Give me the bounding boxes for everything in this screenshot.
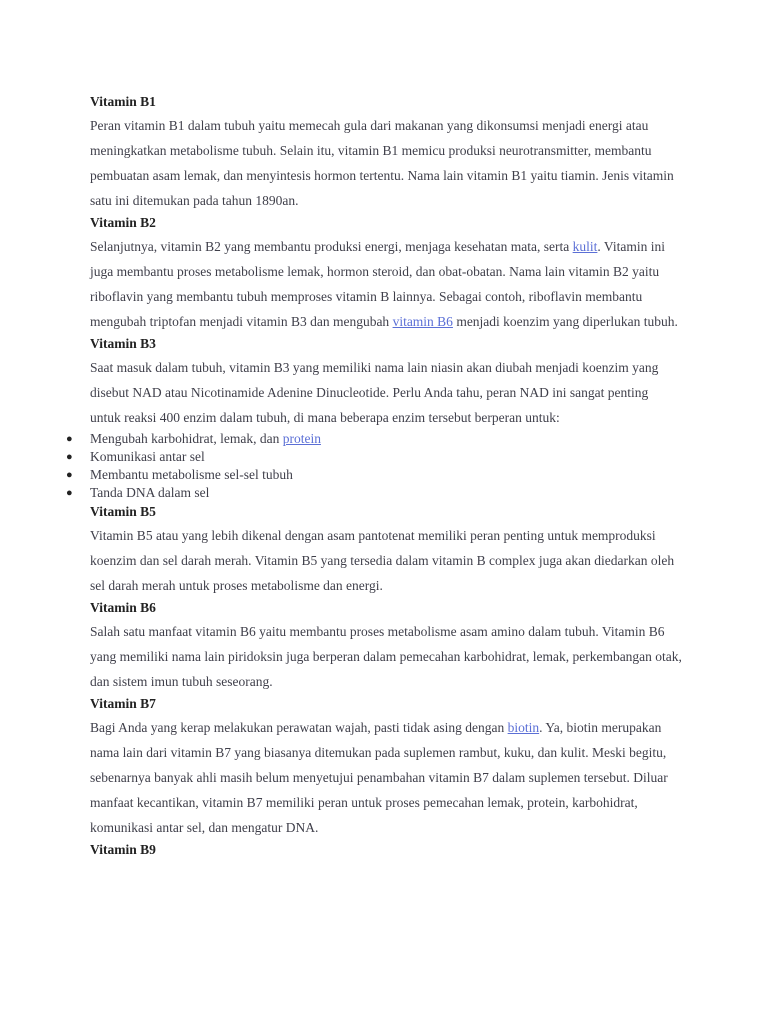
bullet-icon: ●	[66, 451, 73, 463]
heading-vitamin-b9: Vitamin B9	[90, 842, 156, 857]
list-item-text: Komunikasi antar sel	[90, 449, 205, 464]
paragraph-vitamin-b1: Peran vitamin B1 dalam tubuh yaitu memecah gula dari makanan yang dikonsumsi menjadi energi atau meningkatkan metabolisme tubuh. Selain itu, vitamin B1 memicu produksi neurotransmitter, membantu pembuatan asam lemak, dan menyintesis hormon tertentu. Nama lain vitamin B1 yaitu tiamin. Jenis vitamin satu ini ditemukan pada tahun 1890an.	[90, 118, 674, 208]
list-item	[66, 448, 682, 466]
b2-text-part3: menjadi koenzim yang diperlukan tubuh.	[452, 314, 678, 329]
list-item	[66, 484, 682, 502]
paragraph-vitamin-b2	[90, 233, 682, 334]
heading-vitamin-b1: Vitamin B1	[90, 94, 156, 109]
b7-text-part2: . Ya, biotin merupakan nama lain dari vitamin B7 yang biasanya ditemukan pada suplemen rambut, kuku, dan kulit. Meski begitu, sebenarnya banyak ahli masih belum menyetujui penambahan vitamin B7 dalam suplemen tersebut. Diluar manfaat kecantikan, vitamin B7 memiliki peran untuk proses pemecahan lemak, protein, karbohidrat, komunikasi antar sel, dan mengatur DNA.	[90, 720, 668, 835]
list-item-text: Mengubah karbohidrat, lemak, dan	[90, 431, 283, 446]
paragraph-vitamin-b6: Salah satu manfaat vitamin B6 yaitu membantu proses metabolisme asam amino dalam tubuh. Vitamin B6 yang memiliki nama lain piridoksin juga berperan dalam pemecahan karbohidrat, lemak, perkembangan otak, dan sistem imun tubuh seseorang.	[90, 624, 682, 689]
list-item-text: Tanda DNA dalam sel	[90, 485, 210, 500]
paragraph-vitamin-b3: Saat masuk dalam tubuh, vitamin B3 yang memiliki nama lain niasin akan diubah menjadi koenzim yang disebut NAD atau Nicotinamide Adenine Dinucleotide. Perlu Anda tahu, peran NAD ini sangat penting untuk reaksi 400 enzim dalam tubuh, di mana beberapa enzim tersebut berperan untuk:	[90, 360, 659, 425]
link-protein[interactable]: protein	[282, 431, 321, 446]
paragraph-vitamin-b7	[90, 714, 682, 840]
heading-vitamin-b5: Vitamin B5	[90, 504, 156, 519]
list-item	[66, 430, 682, 448]
list-item	[66, 466, 682, 484]
link-biotin[interactable]: biotin	[507, 720, 540, 735]
heading-vitamin-b7: Vitamin B7	[90, 696, 156, 711]
bullet-icon: ●	[66, 487, 73, 499]
heading-vitamin-b6: Vitamin B6	[90, 600, 156, 615]
link-kulit[interactable]: kulit	[572, 239, 598, 254]
bullet-icon: ●	[66, 433, 73, 445]
b7-text-part1: Bagi Anda yang kerap melakukan perawatan wajah, pasti tidak asing dengan	[90, 720, 508, 735]
b2-text-part2: . Vitamin ini juga membantu proses metabolisme lemak, hormon steroid, dan obat-obatan. Nama lain vitamin B2 yaitu riboflavin yang membantu tubuh memproses vitamin B lainnya. Sebagai contoh, riboflavin membantu mengubah triptofan menjadi vitamin B3 dan mengubah	[90, 239, 665, 329]
b2-text-part1: Selanjutnya, vitamin B2 yang membantu produksi energi, menjaga kesehatan mata, serta	[90, 239, 573, 254]
list-item-text: Membantu metabolisme sel-sel tubuh	[90, 467, 293, 482]
heading-vitamin-b3: Vitamin B3	[90, 336, 156, 351]
bullet-list-b3	[66, 430, 682, 502]
document-page	[66, 92, 682, 860]
link-vitamin-b6[interactable]: vitamin B6	[392, 314, 453, 329]
bullet-icon: ●	[66, 469, 73, 481]
heading-vitamin-b2: Vitamin B2	[90, 215, 156, 230]
paragraph-vitamin-b5: Vitamin B5 atau yang lebih dikenal dengan asam pantotenat memiliki peran penting untuk memproduksi koenzim dan sel darah merah. Vitamin B5 yang tersedia dalam vitamin B complex juga akan diedarkan oleh sel darah merah untuk proses metabolisme dan energi.	[90, 528, 675, 593]
